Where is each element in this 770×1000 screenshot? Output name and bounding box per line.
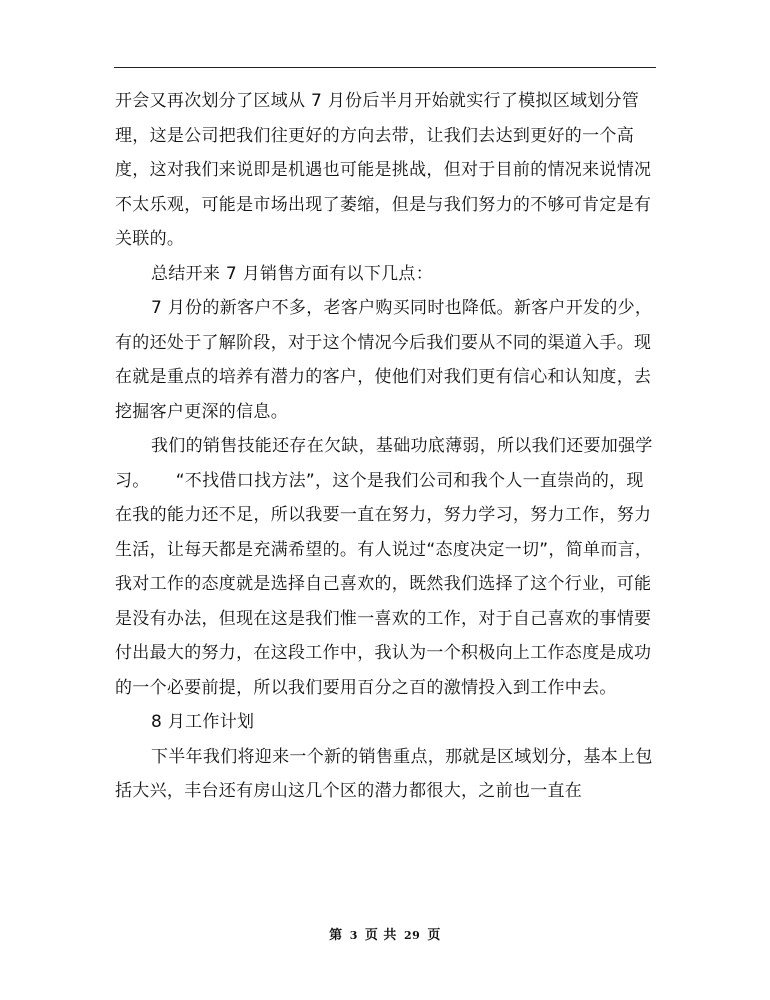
section-heading: 8 月工作计划 [151, 712, 255, 732]
paragraph: 下半年我们将迎来一个新的销售重点，那就是区域划分，基本上包括大兴，丰台还有房山这几个区的潜力都很大，之前也一直在 [115, 746, 653, 801]
footer-suffix: 页 [427, 928, 441, 943]
total-pages-number: 29 [403, 929, 421, 942]
paragraph: 总结开来 7 月销售方面有以下几点： [151, 263, 434, 284]
paragraph: 我们的销售技能还存在欠缺，基础功底薄弱，所以我们还要加强学习。 “不找借口找方法”，这个是我们公司和我个人一直崇尚的，现在我的能力还不足，所以我要一直在努力，努力学习，努力工作，努力生活，让每天都是充满希望的。有人说过“态度决定一切”，简单而言，我对工作的态度就是选择自己喜欢的，既然我们选择了这个行业，可能是没有办法，但现在这是我们惟一喜欢的工作，对于自己喜欢的事情要付出最大的努力，在这段工作中，我认为一个积极向上工作态度是成功的一个必要前提，所以我们要用百分之百的激情投入到工作中去。 [115, 436, 653, 698]
footer-middle: 页 共 [364, 928, 397, 943]
page-footer [0, 924, 770, 943]
paragraph: 开会又再次划分了区域从 7 月份后半月开始就实行了模拟区域划分管理，这是公司把我们往更好的方向去带，让我们去达到更好的一个高度，这对我们来说即是机遇也可能是挑战，但对于目前的情况来说情况不太乐观，可能是市场出现了萎缩，但是与我们努力的不够可肯定是有关联的。 [115, 91, 652, 249]
footer-prefix: 第 [329, 928, 343, 943]
header-rule [114, 67, 656, 68]
current-page-number: 3 [349, 929, 358, 942]
document-body [115, 84, 660, 809]
paragraph: 7 月份的新客户不多，老客户购买同时也降低。新客户开发的少，有的还处于了解阶段，对于这个情况今后我们要从不同的渠道入手。现在就是重点的培养有潜力的客户，使他们对我们更有信心和认知度，去挖掘客户更深的信息。 [115, 298, 653, 422]
